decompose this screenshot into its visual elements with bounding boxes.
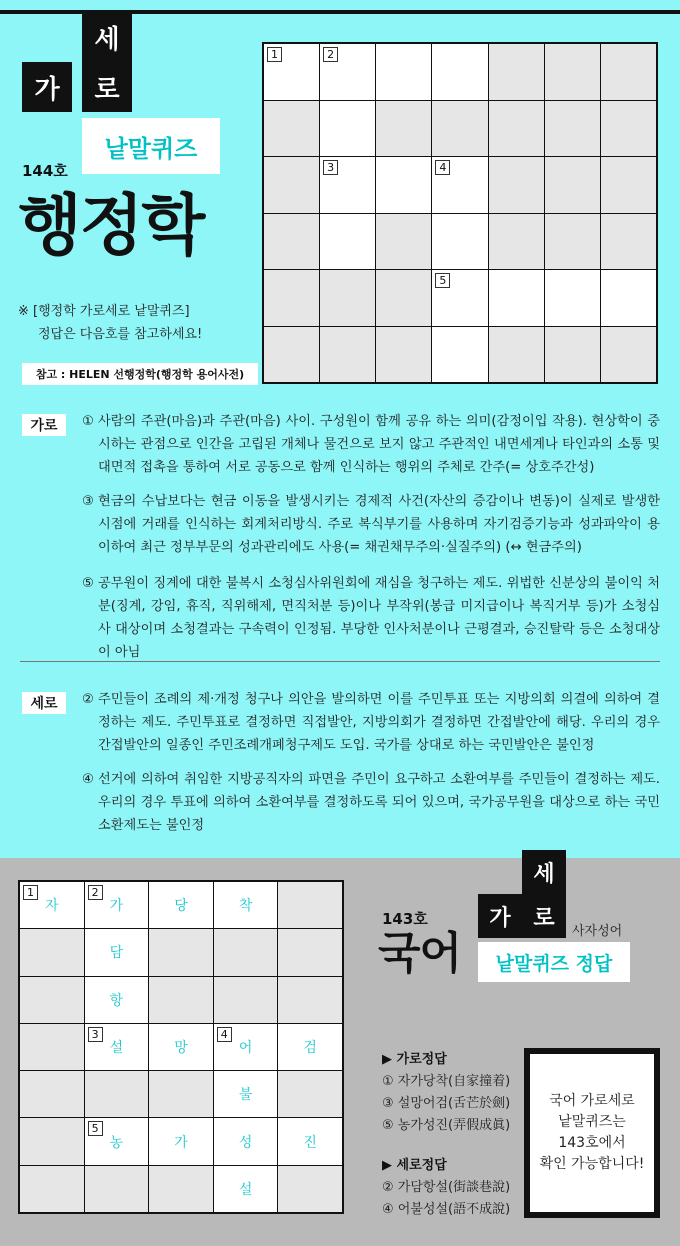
- grid-cell-blocked: [601, 214, 656, 270]
- clue-number: 3: [323, 160, 338, 175]
- across-answer: ③ 설망어검(舌芒於劍): [382, 1096, 511, 1111]
- notice-line: 143호에서: [558, 1135, 626, 1151]
- answer-char: 항: [109, 992, 124, 1009]
- grid-cell[interactable]: [545, 270, 600, 326]
- grid-cell-blocked: [489, 44, 544, 100]
- title-char-ga: 가: [22, 62, 72, 112]
- title-char-ga: 가: [478, 894, 522, 938]
- grid-cell-blocked: [264, 327, 319, 383]
- clue-number: 4: [217, 1027, 232, 1042]
- answer-cell: [85, 977, 149, 1023]
- grid-cell-blocked: [601, 44, 656, 100]
- grid-cell-blocked: [432, 101, 487, 157]
- grid-cell-blocked: [149, 929, 213, 975]
- answer-cell: [85, 929, 149, 975]
- answer-char: 가: [174, 1134, 188, 1151]
- grid-cell-blocked: [20, 1024, 84, 1070]
- grid-cell-blocked: [214, 977, 278, 1023]
- answer-char: 망: [174, 1039, 188, 1056]
- grid-cell[interactable]: [320, 44, 375, 100]
- crossword-grid: [262, 42, 658, 384]
- grid-cell-blocked: [264, 157, 319, 213]
- grid-cell-blocked: [545, 101, 600, 157]
- answer-char: 당: [174, 898, 188, 915]
- quiz-label: 낱말퀴즈: [82, 118, 220, 174]
- grid-cell-blocked: [278, 882, 342, 928]
- grid-cell-blocked: [264, 214, 319, 270]
- answer-char: 착: [238, 898, 253, 915]
- grid-cell-blocked: [85, 1071, 149, 1117]
- previous-subject-title: 국어: [378, 928, 462, 979]
- grid-cell-blocked: [489, 157, 544, 213]
- answer-cell: [149, 882, 213, 928]
- answer-char: 설: [238, 1181, 253, 1198]
- clue-text: 공무원이 징계에 대한 불복시 소청심사위원회에 재심을 청구하는 제도. 위법한 신분상의 불이익 처분(징계, 강임, 휴직, 직위해제, 면직처분 등)이나 부작위(봉급 미지급이나 복직거부 등)가 소청심사 대상이며 소청결과는 구속력이 인정됨. 부당한 인사처분이나 근평결과, 승진탈락 등은 소청대상이 아님: [98, 576, 660, 660]
- grid-cell-blocked: [20, 1166, 84, 1212]
- grid-cell-blocked: [20, 977, 84, 1023]
- down-answers-heading: ▶ 세로정답: [382, 1158, 447, 1173]
- across-answer: ⑤ 농가성진(弄假成眞): [382, 1118, 511, 1133]
- grid-cell[interactable]: [432, 327, 487, 383]
- answer-grid: [18, 880, 344, 1214]
- clue-num: ①: [82, 414, 94, 429]
- title-char-ro: 로: [522, 894, 566, 938]
- clue-number: 5: [88, 1121, 103, 1136]
- note-line-2: 정답은 다음호를 참고하세요!: [38, 327, 203, 342]
- subject-title: 행정학: [18, 187, 204, 264]
- grid-cell-blocked: [376, 327, 431, 383]
- answer-label: 낱말퀴즈 정답: [478, 942, 630, 982]
- notice-line: 낱말퀴즈는: [558, 1114, 626, 1130]
- answer-cell: [214, 1118, 278, 1164]
- across-answer: ① 자가당착(自家撞着): [382, 1074, 511, 1089]
- answer-cell: [85, 882, 149, 928]
- answer-cell: [85, 1024, 149, 1070]
- grid-cell-blocked: [149, 1071, 213, 1117]
- divider: [20, 661, 660, 662]
- notice-box: [524, 1048, 660, 1218]
- down-clue-4: [82, 768, 660, 837]
- notice-line: 확인 가능합니다!: [539, 1156, 645, 1172]
- answer-cell: [20, 882, 84, 928]
- clue-number: 1: [267, 47, 282, 62]
- note-line-1: ※ [행정학 가로세로 낱말퀴즈]: [18, 304, 190, 319]
- grid-cell-blocked: [278, 1071, 342, 1117]
- title-char-ro: 로: [82, 62, 132, 112]
- grid-cell-blocked: [376, 270, 431, 326]
- clue-num: ④: [82, 772, 94, 787]
- grid-cell[interactable]: [320, 157, 375, 213]
- grid-cell-blocked: [20, 929, 84, 975]
- answer-char: 가: [109, 898, 124, 915]
- grid-cell-blocked: [545, 214, 600, 270]
- answer-char: 자: [45, 898, 59, 915]
- grid-cell[interactable]: [601, 270, 656, 326]
- answer-cell: [214, 1024, 278, 1070]
- answer-cell: [149, 1118, 213, 1164]
- answer-cell: [214, 1166, 278, 1212]
- answer-cell: [278, 1024, 342, 1070]
- grid-cell[interactable]: [264, 44, 319, 100]
- answer-cell: [214, 882, 278, 928]
- answer-cell: [149, 1024, 213, 1070]
- across-tag: 가로: [22, 414, 66, 436]
- down-answer: ④ 어불성설(語不成說): [382, 1202, 511, 1217]
- clue-number: 3: [88, 1027, 103, 1042]
- grid-cell-blocked: [489, 327, 544, 383]
- grid-cell-blocked: [264, 101, 319, 157]
- answer-char: 성: [238, 1134, 253, 1151]
- answer-char: 어: [238, 1039, 253, 1056]
- grid-cell[interactable]: [376, 157, 431, 213]
- grid-cell-blocked: [601, 327, 656, 383]
- down-clue-2: [82, 688, 660, 757]
- previous-category: 사자성어: [572, 924, 623, 939]
- grid-cell[interactable]: [432, 270, 487, 326]
- grid-cell-blocked: [601, 157, 656, 213]
- grid-cell-blocked: [545, 44, 600, 100]
- answer-char: 진: [303, 1134, 317, 1151]
- answer-cell: [214, 1071, 278, 1117]
- grid-cell-blocked: [278, 929, 342, 975]
- clue-number: 2: [323, 47, 338, 62]
- grid-cell-blocked: [376, 214, 431, 270]
- grid-cell-blocked: [278, 977, 342, 1023]
- grid-cell[interactable]: [320, 101, 375, 157]
- grid-cell[interactable]: [489, 270, 544, 326]
- grid-cell-blocked: [320, 327, 375, 383]
- grid-cell-blocked: [489, 214, 544, 270]
- clue-text: 사람의 주관(마음)과 주관(마음) 사이. 구성원이 함께 공유 하는 의미(감정이입 작용). 현상학이 중시하는 관점으로 인간을 고립된 개체나 물건으로 보지 않고 주관적인 내면세계나 타인과의 소통 및 대면적 접촉을 통하여 서로 공동으로 함께 인식하는 행위의 주체로 간주(= 상호주간성): [98, 414, 660, 475]
- grid-cell-blocked: [545, 327, 600, 383]
- grid-cell-blocked: [85, 1166, 149, 1212]
- clue-text: 주민들이 조례의 제·개정 청구나 의안을 발의하면 이를 주민투표 또는 지방의회 의결에 의하여 결정하는 제도. 주민투표로 결정하면 직접발안, 지방의회가 결정하면 간접발안에 해당. 우리의 경우 간접발안의 일종인 주민조례개폐청구제도 도입. 국가를 상대로 하는 국민발안은 불인정: [98, 692, 660, 753]
- clue-num: ③: [82, 494, 94, 509]
- clue-number: 2: [88, 885, 103, 900]
- title-char-se: 세: [522, 850, 566, 894]
- grid-cell-blocked: [214, 929, 278, 975]
- across-clue-3: [82, 490, 660, 559]
- across-clue-5: [82, 572, 660, 664]
- answer-char: 불: [238, 1087, 253, 1104]
- grid-cell-blocked: [320, 270, 375, 326]
- grid-cell-blocked: [264, 270, 319, 326]
- down-tag: 세로: [22, 692, 66, 714]
- answer-char: 설: [109, 1039, 124, 1056]
- grid-cell[interactable]: [432, 157, 487, 213]
- grid-cell-blocked: [278, 1166, 342, 1212]
- clue-number: 1: [23, 885, 38, 900]
- issue-number: 144호: [22, 162, 68, 180]
- reference-note: 참고 : HELEN 선행정학(행정학 용어사전): [22, 363, 258, 385]
- answer-char: 농: [109, 1134, 124, 1151]
- notice-line: 국어 가로세로: [549, 1093, 635, 1109]
- answer-char: 검: [303, 1039, 317, 1056]
- clue-num: ②: [82, 692, 94, 707]
- grid-cell-blocked: [545, 157, 600, 213]
- grid-cell[interactable]: [432, 214, 487, 270]
- answer-cell: [278, 1118, 342, 1164]
- previous-issue-number: 143호: [382, 910, 428, 928]
- grid-cell-blocked: [20, 1118, 84, 1164]
- grid-cell[interactable]: [320, 214, 375, 270]
- answer-cell: [85, 1118, 149, 1164]
- across-clue-1: [82, 410, 660, 479]
- grid-cell-blocked: [149, 977, 213, 1023]
- answer-char: 담: [109, 945, 124, 962]
- down-answer: ② 가담항설(街談巷說): [382, 1180, 511, 1195]
- grid-cell-blocked: [149, 1166, 213, 1212]
- across-answers-heading: ▶ 가로정답: [382, 1052, 447, 1067]
- clue-number: 4: [435, 160, 450, 175]
- clue-text: 선거에 의하여 취임한 지방공직자의 파면을 주민이 요구하고 소환여부를 주민들이 결정하는 제도. 우리의 경우 투표에 의하여 소환여부를 결정하도록 되어 있으며, 국가공무원을 대상으로 하는 국민소환제도는 불인정: [98, 772, 660, 833]
- grid-cell-blocked: [489, 101, 544, 157]
- clue-num: ⑤: [82, 576, 94, 591]
- grid-cell[interactable]: [432, 44, 487, 100]
- grid-cell-blocked: [20, 1071, 84, 1117]
- grid-cell-blocked: [601, 101, 656, 157]
- grid-cell[interactable]: [376, 44, 431, 100]
- title-char-se: 세: [82, 10, 132, 64]
- clue-number: 5: [435, 273, 450, 288]
- grid-cell-blocked: [376, 101, 431, 157]
- clue-text: 현금의 수납보다는 현금 이동을 발생시키는 경제적 사건(자산의 증감이나 변동)이 실제로 발생한 시점에 거래를 인식하는 회계처리방식. 주로 복식부기를 사용하며 자기검증기능과 성과파악이 용이하여 최근 정부부문의 성과관리에도 사용(= 채권채무주의·실질주의) (↔ 현금주의): [98, 494, 660, 555]
